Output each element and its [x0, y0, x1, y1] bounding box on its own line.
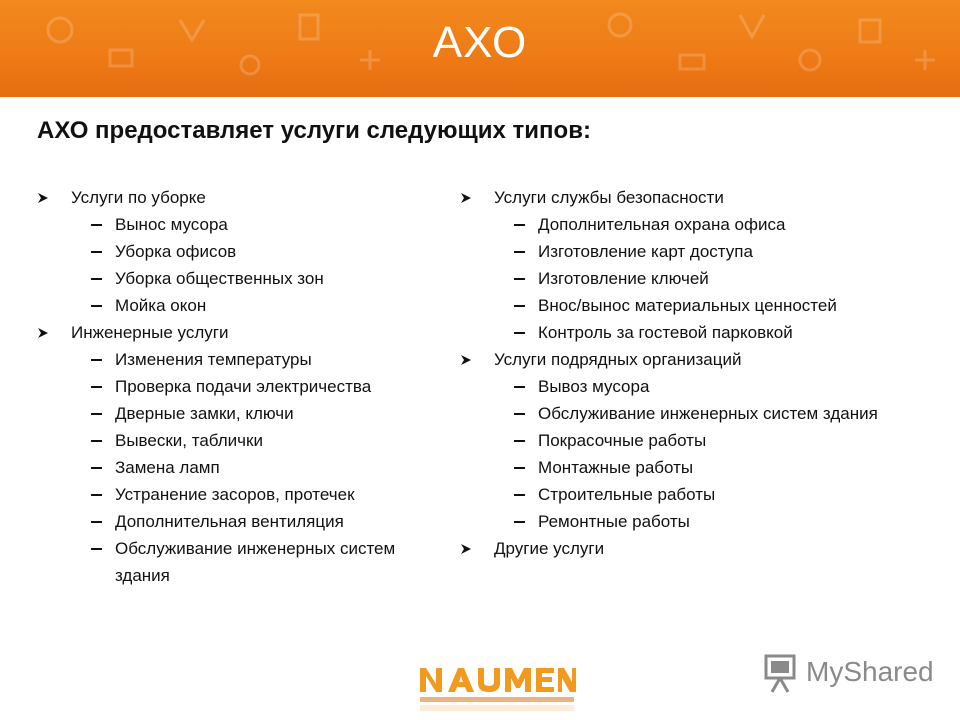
dash-bullet: [514, 319, 528, 346]
dash-bullet: [91, 427, 105, 454]
service-label: Покрасочные работы: [538, 431, 707, 450]
service-item: [460, 292, 940, 319]
category-label: Услуги службы безопасности: [494, 188, 724, 207]
dash-bullet: [514, 373, 528, 400]
dash-bullet: [91, 346, 105, 373]
service-item: [37, 346, 457, 373]
arrowhead-bullet-icon: [460, 346, 474, 373]
myshared-logo: [762, 650, 937, 696]
service-item: [460, 238, 940, 265]
arrowhead-bullet-icon: [37, 184, 51, 211]
category-item: [460, 535, 940, 562]
naumen-logo: [418, 664, 576, 712]
category-item: [460, 184, 940, 211]
service-item: [460, 427, 940, 454]
service-item: [37, 400, 457, 427]
service-label: Уборка офисов: [115, 242, 237, 261]
service-item: [460, 265, 940, 292]
service-item: [37, 292, 457, 319]
service-item: [460, 454, 940, 481]
service-label: Обслуживание инженерных систем: [115, 539, 396, 558]
service-item: [37, 481, 457, 508]
service-item: [37, 265, 457, 292]
service-label: Вынос мусора: [115, 215, 228, 234]
category-item: [37, 184, 457, 211]
category-label: Услуги по уборке: [71, 188, 206, 207]
title-banner: [0, 0, 960, 97]
service-label: Мойка окон: [115, 296, 207, 315]
naumen-logo-mark: [418, 664, 576, 712]
service-label: Замена ламп: [115, 458, 220, 477]
dash-bullet: [514, 427, 528, 454]
service-item: [460, 508, 940, 535]
service-label: Контроль за гостевой парковкой: [538, 323, 793, 342]
service-item: [460, 481, 940, 508]
arrowhead-bullet-icon: [460, 184, 474, 211]
service-item: [460, 211, 940, 238]
service-label: Проверка подачи электричества: [115, 377, 372, 396]
service-label: Вывоз мусора: [538, 377, 650, 396]
dash-bullet: [514, 292, 528, 319]
arrowhead-bullet-icon: [460, 535, 474, 562]
service-label: Строительные работы: [538, 485, 716, 504]
dash-bullet: [514, 400, 528, 427]
dash-bullet: [91, 292, 105, 319]
service-item: [37, 373, 457, 400]
service-label: Монтажные работы: [538, 458, 694, 477]
service-item: [37, 535, 457, 562]
dash-bullet: [91, 211, 105, 238]
dash-bullet: [514, 238, 528, 265]
service-label: Уборка общественных зон: [115, 269, 324, 288]
dash-bullet: [514, 481, 528, 508]
category-label: Услуги подрядных организаций: [494, 350, 742, 369]
service-item: [37, 454, 457, 481]
myshared-wordmark: MyShared: [806, 656, 934, 687]
dash-bullet: [91, 535, 105, 562]
service-item: [37, 427, 457, 454]
service-label: Дверные замки, ключи: [115, 404, 294, 423]
service-item: [460, 373, 940, 400]
dash-bullet: [91, 508, 105, 535]
dash-bullet: [91, 265, 105, 292]
page-title: АХО: [432, 18, 528, 67]
category-item: [37, 319, 457, 346]
service-label: Вывески, таблички: [115, 431, 263, 450]
left-service-list: [37, 184, 457, 589]
service-item: [460, 319, 940, 346]
service-label: Изготовление ключей: [538, 269, 709, 288]
dash-bullet: [514, 265, 528, 292]
service-item: [37, 211, 457, 238]
service-item: [460, 400, 940, 427]
right-service-list: [460, 184, 940, 562]
dash-bullet: [514, 211, 528, 238]
category-label: Другие услуги: [494, 539, 605, 558]
service-label: Внос/вынос материальных ценностей: [538, 296, 837, 315]
dash-bullet: [91, 238, 105, 265]
dash-bullet: [91, 454, 105, 481]
service-label: Изготовление карт доступа: [538, 242, 753, 261]
service-item: [37, 508, 457, 535]
service-label: Обслуживание инженерных систем здания: [538, 404, 878, 423]
section-heading: АХО предоставляет услуги следующих типов:: [37, 117, 591, 144]
dash-bullet: [91, 373, 105, 400]
service-label: Ремонтные работы: [538, 512, 690, 531]
service-item: [37, 562, 457, 589]
dash-bullet: [514, 508, 528, 535]
dash-bullet: [91, 400, 105, 427]
service-label: Изменения температуры: [115, 350, 312, 369]
category-label: Инженерные услуги: [71, 323, 229, 342]
presentation-board-icon: [762, 650, 802, 696]
service-item: [37, 238, 457, 265]
dash-bullet: [91, 481, 105, 508]
dash-bullet: [514, 454, 528, 481]
service-label: Дополнительная вентиляция: [115, 512, 344, 531]
service-label: Устранение засоров, протечек: [115, 485, 355, 504]
arrowhead-bullet-icon: [37, 319, 51, 346]
service-label: здания: [115, 566, 170, 585]
service-label: Дополнительная охрана офиса: [538, 215, 786, 234]
category-item: [460, 346, 940, 373]
